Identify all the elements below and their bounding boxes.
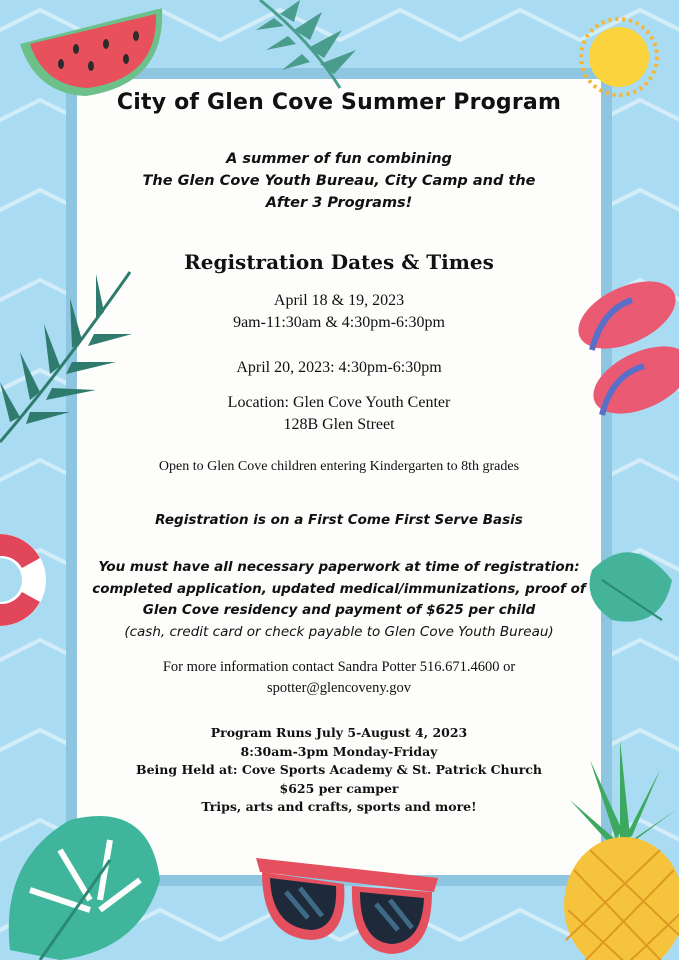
program-cost: $625 per camper (279, 780, 399, 796)
paperwork-line: You must have all necessary paperwork at time of registration: (98, 559, 580, 575)
program-activities: Trips, arts and crafts, sports and more! (201, 799, 477, 814)
flyer-subtitle (66, 148, 612, 214)
date-line: April 18 & 19, 2023 (273, 292, 405, 309)
registration-heading: Registration Dates & Times (184, 250, 494, 274)
watermelon-icon (16, 4, 166, 99)
subtitle-line: The Glen Cove Youth Bureau, City Camp and the (142, 173, 536, 189)
registration-dates-2: April 20, 2023: 4:30pm-6:30pm (236, 359, 442, 376)
palm-leaf-icon (250, 0, 370, 90)
paperwork-line: completed application, updated medical/immunizations, proof of (92, 580, 586, 597)
monstera-leaf-icon-bottom (0, 800, 170, 960)
flyer-title: City of Glen Cove Summer Program (116, 90, 562, 115)
contact-line: For more information contact Sandra Potter 516.671.4600 or (162, 659, 516, 675)
address-line: 128B Glen Street (283, 416, 395, 433)
subtitle-line: After 3 Programs! (265, 195, 413, 211)
first-come-text: Registration is on a First Come First Serve Basis (155, 512, 523, 528)
contact-info (66, 657, 612, 699)
contact-email: spotter@glencoveny.gov (266, 680, 412, 696)
program-dates: Program Runs July 5-August 4, 2023 (210, 725, 468, 740)
eligibility-text: Open to Glen Cove children entering Kindergarten to 8th grades (158, 459, 520, 474)
registration-dates-1 (66, 290, 612, 334)
subtitle-line: A summer of fun combining (226, 151, 452, 167)
registration-location (66, 392, 612, 436)
program-details (66, 724, 612, 817)
life-ring-icon (0, 520, 50, 640)
paperwork-line: Glen Cove residency and payment of $625 per child (142, 602, 536, 618)
paperwork-requirements (66, 557, 612, 643)
payment-note: (cash, credit card or check payable to Glen Cove Youth Bureau) (124, 623, 554, 640)
program-venue: Being Held at: Cove Sports Academy & St. Patrick Church (136, 762, 542, 777)
program-hours: 8:30am-3pm Monday-Friday (240, 743, 438, 759)
sun-icon (574, 12, 664, 102)
location-line: Location: Glen Cove Youth Center (227, 394, 451, 411)
time-line: 9am-11:30am & 4:30pm-6:30pm (233, 314, 445, 331)
sunglasses-icon (252, 848, 442, 958)
